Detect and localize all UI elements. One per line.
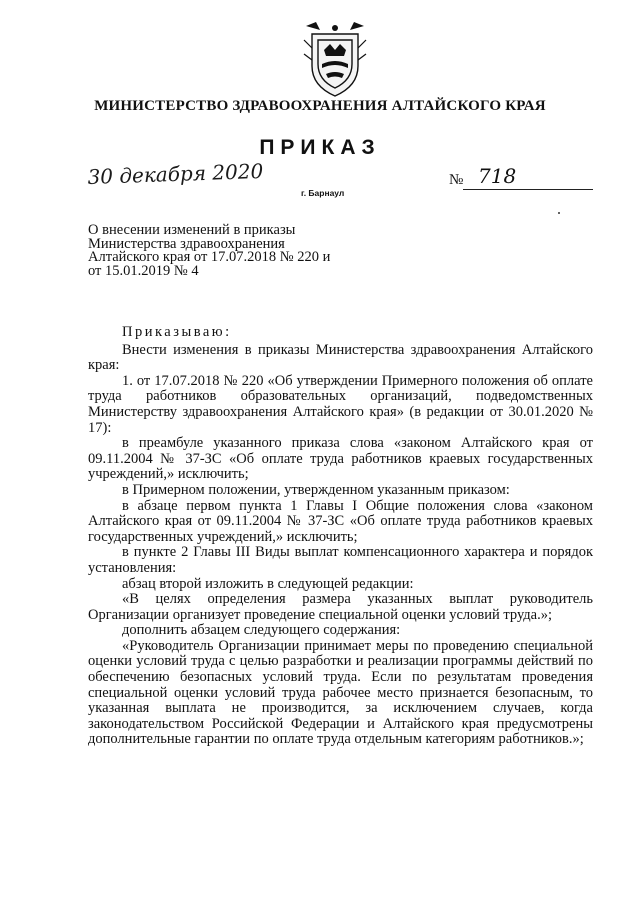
number-label: № (449, 172, 464, 188)
document-body (88, 325, 593, 748)
handwritten-number: 718 (478, 164, 517, 188)
body-paragraph: абзац второй изложить в следующей редакции: (122, 575, 414, 592)
body-paragraph: «Руководитель Организации принимает меры по проведению специальной оценки условий труда с целью разработки и реализации программы действий по обеспечению безопасных условий труда. Если по результатам проведения специальной оценки условий труда рабочее место признается безопасным, то указанная выплата не производится, за исключением случаев, когда законодательством Российской Федерации и Алтайского края предусмотрены дополнительные гарантии по оплате труда отдельным категориям работников.»; (88, 637, 593, 748)
body-paragraph: 1. от 17.07.2018 № 220 «Об утверждении Примерного положения об оплате труда работников образовательных организаций, подведомственных Министерству здравоохранения Алтайского края» (в редакции от 30.01.2020 № 17): (88, 372, 593, 436)
altai-coat-of-arms-icon (300, 20, 370, 100)
city-label: г. Барнаул (301, 188, 345, 198)
body-paragraph: Внести изменения в приказы Министерства здравоохранения Алтайского края: (88, 341, 593, 374)
order-intro: Приказываю: (122, 324, 232, 340)
stray-dot (558, 212, 560, 214)
document-type-title: ПРИКАЗ (259, 136, 381, 159)
handwritten-date: 30 декабря 2020 (87, 158, 264, 189)
body-paragraph: в Примерном положении, утвержденном указанным приказом: (122, 481, 510, 498)
body-paragraph: в преамбуле указанного приказа слова «законом Алтайского края от 09.11.2004 № 37-ЗС «Об оплате труда работников краевых государственных учреждений,» исключить; (88, 435, 593, 483)
ministry-name: МИНИСТЕРСТВО ЗДРАВООХРАНЕНИЯ АЛТАЙСКОГО КРАЯ (94, 98, 546, 114)
number-underline (463, 189, 593, 190)
body-paragraph: дополнить абзацем следующего содержания: (122, 622, 401, 639)
subject-block: О внесении изменений в приказы Министерства здравоохранения Алтайского края от 17.07.2018 № 220 и от 15.01.2019 № 4 (88, 222, 331, 279)
body-paragraph: в абзаце первом пункта 1 Главы I Общие положения слова «законом Алтайского края от 09.11.2004 № 37-ЗС «Об оплате труда работников краевых государственных учреждений,» исключить; (88, 497, 593, 545)
body-paragraph: «В целях определения размера указанных выплат руководитель Организации организует проведение специальной оценки условий труда.»; (88, 591, 593, 623)
body-paragraph: в пункте 2 Главы III Виды выплат компенсационного характера и порядок установления: (88, 544, 593, 576)
